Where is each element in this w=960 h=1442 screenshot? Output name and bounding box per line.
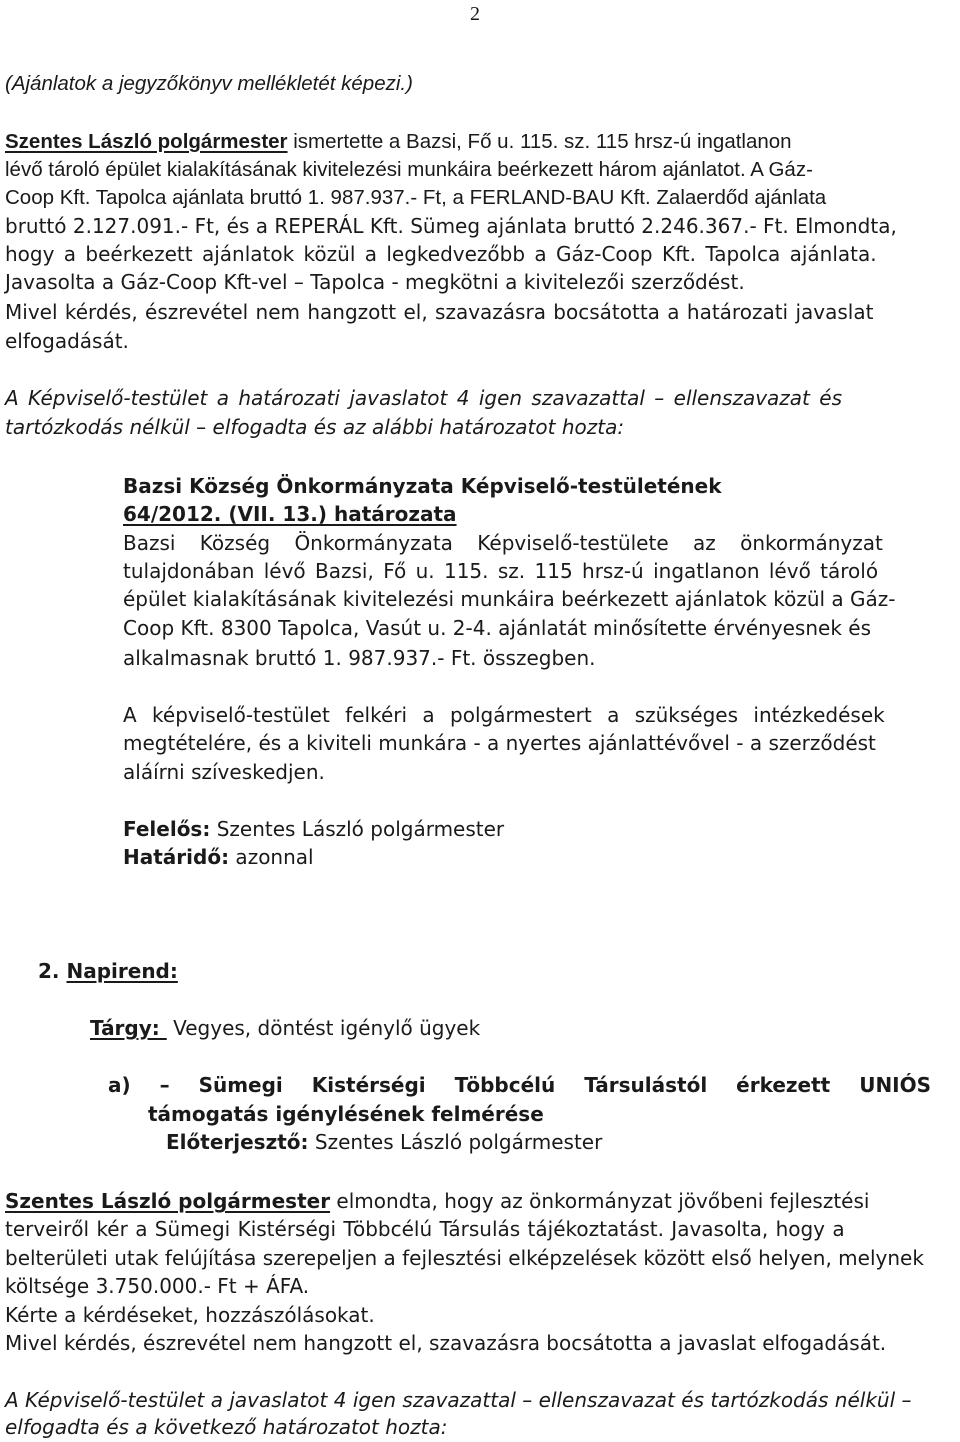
resolution-line-4: Coop Kft. 8300 Tapolca, Vasút u. 2-4. ajánlatát minősítette érvényesnek és <box>123 616 871 640</box>
vote-2-line-2: elfogadta és a következő határozatot hozta: <box>5 1415 448 1439</box>
paragraph-1-line-3: Coop Kft. Tapolca ajánlata bruttó 1. 987.937.- Ft, a FERLAND-BAU Kft. Zalaerdőd ajánlata <box>5 186 827 209</box>
paragraph-3-line-5: Kérte a kérdéseket, hozzászólásokat. <box>5 1303 375 1327</box>
agenda-item-line-1: a) – Sümegi Kistérségi Többcélú Társulástól érkezett UNIÓS <box>108 1073 932 1097</box>
mandate-line-3: aláírni szíveskedjen. <box>123 760 325 784</box>
agenda-number: 2. <box>38 959 60 983</box>
page-number: 2 <box>470 3 480 25</box>
vote-1-line-1: A Képviselő-testület a határozati javaslatot 4 igen szavazattal – ellenszavazat és <box>5 386 842 410</box>
subject-line <box>90 1014 480 1042</box>
paragraph-1-line-1: Szentes László polgármester ismertette a Bazsi, Fő u. 115. sz. 115 hrsz-ú ingatlanon <box>5 130 792 153</box>
subject-value: Vegyes, döntést igénylő ügyek <box>166 1016 481 1040</box>
speaker-name-2: Szentes László polgármester <box>5 1189 331 1213</box>
resolution-line-1: Bazsi Község Önkormányzata Képviselő-testülete az önkormányzat <box>123 531 883 555</box>
paragraph-3-line-6: Mivel kérdés, észrevétel nem hangzott el, szavazásra bocsátotta a javaslat elfogadását. <box>5 1331 887 1355</box>
presenter-line <box>166 1128 602 1156</box>
paragraph-1-line-6: Javasolta a Gáz-Coop Kft-vel – Tapolca - megkötni a kivitelezői szerződést. <box>5 270 745 294</box>
resolution-heading: Bazsi Község Önkormányzata Képviselő-testületének <box>123 474 722 498</box>
vote-1-line-2: tartózkodás nélkül – elfogadta és az alábbi határozatot hozta: <box>5 415 625 439</box>
presenter-value: Szentes László polgármester <box>308 1130 603 1154</box>
mandate-line-1: A képviselő-testület felkéri a polgármestert a szükséges intézkedések <box>123 703 885 727</box>
paragraph-1-line-8: elfogadását. <box>5 329 129 353</box>
agenda-label: Napirend: <box>66 959 178 983</box>
mandate-line-2: megtételére, és a kiviteli munkára - a nyertes ajánlattévővel - a szerződést <box>123 731 876 755</box>
paragraph-1-line-7: Mivel kérdés, észrevétel nem hangzott el, szavazásra bocsátotta a határozati javaslat <box>5 300 874 324</box>
paragraph-1-line-2: lévő tároló épület kialakításának kivitelezési munkáira beérkezett három ajánlatot. A Gáz- <box>5 158 813 181</box>
resolution-line-3: épület kialakításának kivitelezési munkáira beérkezett ajánlatok közül a Gáz- <box>123 587 896 611</box>
presenter-label: Előterjesztő: <box>166 1130 309 1154</box>
paragraph-3-line-2: terveiről kér a Sümegi Kistérségi Többcélú Társulás tájékoztatást. Javasolta, hogy a <box>5 1217 845 1241</box>
vote-2-line-1: A Képviselő-testület a javaslatot 4 igen szavazattal – ellenszavazat és tartózkodás nélkül – <box>5 1388 912 1412</box>
agenda-heading <box>38 957 178 985</box>
responsible-value: Szentes László polgármester <box>210 817 505 841</box>
responsible-line <box>123 815 504 843</box>
deadline-label: Határidő: <box>123 845 230 869</box>
paragraph-3-line-3: belterületi utak felújítása szerepeljen a fejlesztési elképzelések között első helyen, melynek <box>5 1246 924 1270</box>
paragraph-1-line-4: bruttó 2.127.091.- Ft, és a REPERÁL Kft. Sümeg ajánlata bruttó 2.246.367.- Ft. Elmondta, <box>5 214 897 238</box>
agenda-item-line-2: támogatás igénylésének felmérése <box>148 1102 544 1126</box>
paragraph-1-line-5: hogy a beérkezett ajánlatok közül a legkedvezőbb a Gáz-Coop Kft. Tapolca ajánlata. <box>5 242 877 266</box>
resolution-line-5: alkalmasnak bruttó 1. 987.937.- Ft. összegben. <box>123 646 596 670</box>
responsible-label: Felelős: <box>123 817 211 841</box>
resolution-number: 64/2012. (VII. 13.) határozata <box>123 502 457 526</box>
attachment-note: (Ajánlatok a jegyzőkönyv mellékletét képezi.) <box>5 72 413 95</box>
subject-label: Tárgy: <box>90 1016 167 1040</box>
paragraph-3-line-1: Szentes László polgármester elmondta, hogy az önkormányzat jövőbeni fejlesztési <box>5 1189 870 1213</box>
paragraph-3-line-4: költsége 3.750.000.- Ft + ÁFA. <box>5 1274 310 1298</box>
deadline-line <box>123 843 314 871</box>
deadline-value: azonnal <box>229 845 314 869</box>
speaker-name: Szentes László polgármester <box>5 130 288 153</box>
resolution-line-2: tulajdonában lévő Bazsi, Fő u. 115. sz. 115 hrsz-ú ingatlanon lévő tároló <box>123 559 879 583</box>
